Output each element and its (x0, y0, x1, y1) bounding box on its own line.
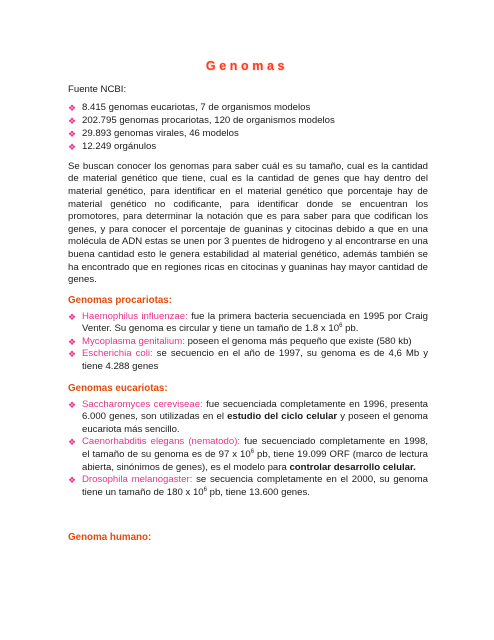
list-item: ❖ Mycoplasma genitalium: poseen el genoma más pequeño que existe (580 kb) (68, 335, 412, 347)
prokaryotes-heading: Genomas procariotas: (68, 294, 172, 306)
source-label: Fuente NCBI: (68, 84, 127, 95)
list-item: ❖ 12.249 orgánulos (68, 141, 157, 153)
bullet-icon: ❖ (68, 475, 77, 486)
list-item: ❖ 8.415 genomas eucariotas, 7 de organismos modelos (68, 101, 311, 113)
organism-name: Escherichia coli: (82, 348, 153, 360)
document-body (68, 84, 428, 548)
organism-name: Haemophilus influenzae: (82, 310, 188, 322)
bullet-icon: ❖ (68, 128, 77, 139)
eukaryotes-heading: Genomas eucariotas: (68, 382, 168, 394)
list-item: ❖ 29.893 genomas virales, 46 modelos (68, 127, 239, 139)
genome-stats-list (68, 102, 428, 154)
bullet-icon: ❖ (68, 437, 77, 448)
eukaryotes-list (68, 399, 428, 500)
page-title: Genomas (205, 59, 289, 73)
bullet-icon: ❖ (68, 336, 77, 347)
bullet-icon: ❖ (68, 102, 77, 113)
list-item: ❖ Caenorhabditis elegans (nematodo): fue secuenciado completamente en 1998, el tamaño de su genoma es de 97 x $10^6$ pb, tiene 19.099 ORF (marco de lectura abierta, sinónimos de genes), es el modelo para controlar desarrollo celular. (68, 436, 429, 473)
organism-name: Mycoplasma genitalium: (82, 335, 185, 347)
bullet-icon: ❖ (68, 399, 77, 410)
list-item: ❖ Escherichia coli: se secuencio en el año de 1997, su genoma es de 4,6 Mb y tiene 4.288 genes (68, 348, 428, 373)
organism-name: Saccharomyces cereviseae: (82, 398, 203, 410)
intro-paragraph: Se buscan conocer los genomas para saber cuál es su tamaño, cual es la cantidad de material genético que tiene, cual es la cantidad de genes que hay dentro del material genético, para identificar en el material genético que porcentaje hay de material genético no codificante, para identificar donde se encuentran los promotores, para determinar la notación que es para saber para que codifican los genes, y para conocer el porcentaje de guaninas y citocinas debido a que en una molécula de ADN estas se unen por 3 puentes de hidrogeno y al encontrarse en una buena cantidad esto le genera estabilidad al material genético, además también se ha encontrado que en regiones ricas en citocinas y guaninas hay mayor cantidad de genes. (68, 160, 428, 286)
list-item: ❖ Haemophilus influenzae: fue la primera bacteria secuenciada en 1995 por Craig Venter. Su genoma es circular y tiene un tamaño de 1.8 x $10^6$ pb. (68, 310, 428, 335)
organism-name: Drosophila melanogaster: (82, 474, 193, 486)
human-genome-heading: Genoma humano: (68, 532, 152, 544)
list-item: ❖ Saccharomyces cereviseae: fue secuenciada completamente en 1996, presenta 6.000 genes, son utilizadas en el estudio del ciclo celular y poseen el genoma eucariota más sencillo. (68, 398, 428, 435)
list-item: ❖ 202.795 genomas procariotas, 120 de organismos modelos (68, 114, 335, 126)
list-item: ❖ Drosophila melanogaster: se secuencia completamente en el 2000, su genoma tiene un tamaño de 180 x $10^6$ pb, tiene 13.600 genes. (68, 474, 428, 498)
organism-name: Caenorhabditis elegans (nematodo): (82, 436, 241, 448)
bullet-icon: ❖ (68, 115, 77, 126)
bullet-icon: ❖ (68, 142, 77, 153)
bullet-icon: ❖ (68, 311, 77, 322)
prokaryotes-list (68, 311, 428, 374)
bullet-icon: ❖ (68, 349, 77, 360)
